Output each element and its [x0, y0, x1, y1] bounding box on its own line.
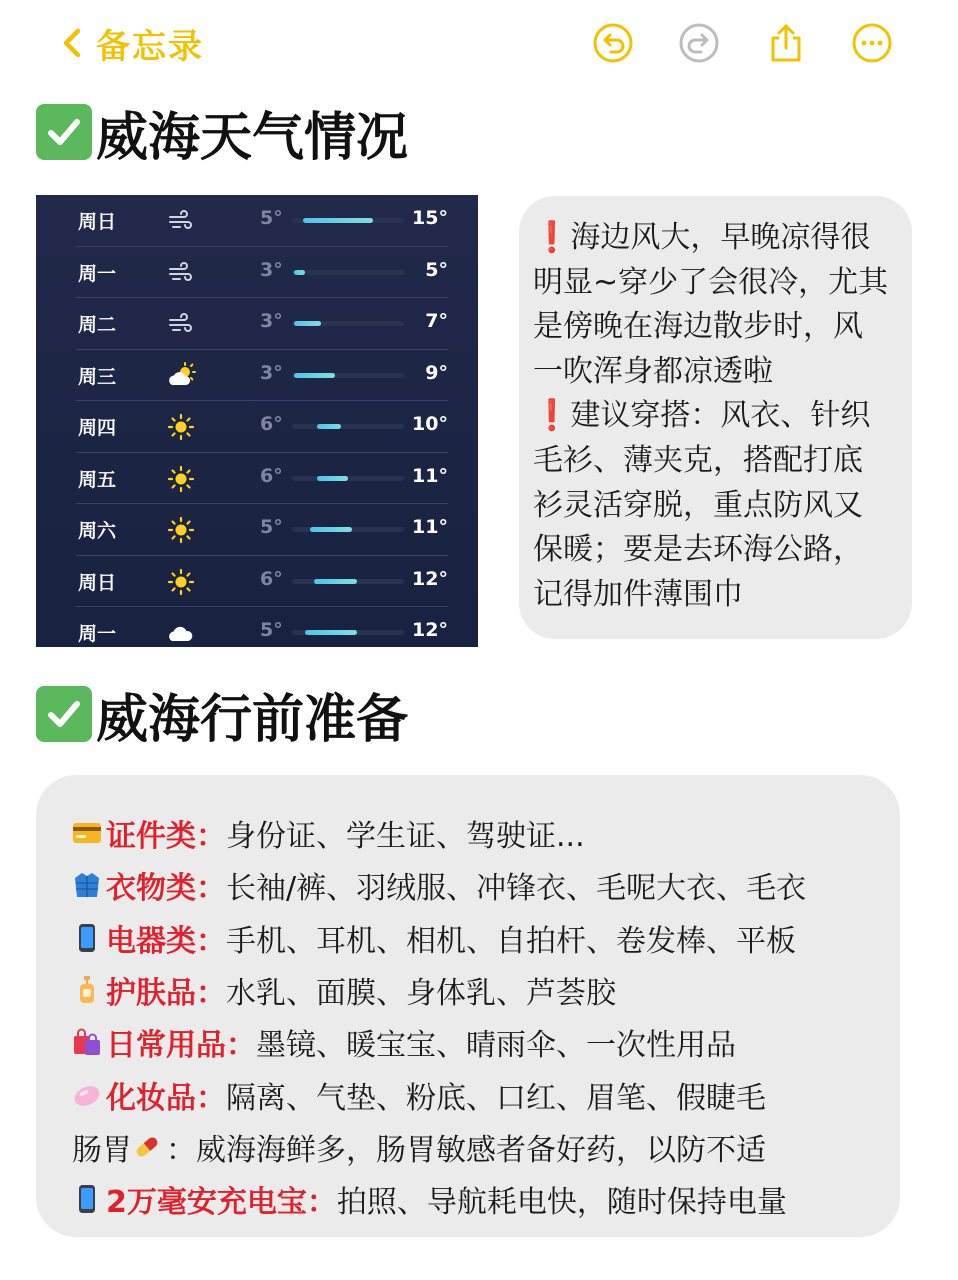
forecast-high-temp: 11° — [412, 464, 448, 487]
temperature-range-bar — [317, 424, 342, 429]
forecast-row — [36, 195, 478, 247]
forecast-row — [36, 607, 478, 647]
item-category: 2万毫安充电宝： — [106, 1185, 337, 1221]
forecast-low-temp: 6° — [260, 567, 283, 590]
sun-icon — [166, 567, 196, 597]
credit-card-icon — [72, 818, 102, 848]
tip-text: 建议穿搭：风衣、针织 — [570, 398, 871, 434]
tip-line — [533, 261, 900, 306]
exclamation-icon: ❗ — [533, 398, 571, 434]
forecast-low-temp: 3° — [260, 310, 283, 332]
wind-icon — [166, 309, 196, 339]
item-category: 证件类： — [106, 819, 226, 855]
tip-text: 毛衫、薄夹克，搭配打底 — [533, 442, 863, 478]
temperature-range-track — [292, 218, 404, 223]
temperature-range-bar — [303, 218, 372, 223]
item-contents: 手机、耳机、相机、自拍杆、卷发棒、平板 — [226, 923, 796, 959]
check-mark-icon — [36, 686, 92, 742]
weather-forecast-panel — [36, 195, 478, 647]
item-contents: 身份证、学生证、驾驶证... — [226, 819, 585, 855]
forecast-low-temp: 5° — [260, 619, 283, 641]
item-category: 护肤品： — [106, 976, 226, 1012]
phone-icon — [72, 923, 102, 953]
packing-list-item — [72, 859, 900, 911]
tip-text: 保暖；要是去环海公路， — [533, 532, 863, 568]
item-category: 电器类： — [106, 923, 226, 959]
packing-list-item — [72, 1173, 900, 1225]
temperature-range-track — [292, 476, 404, 481]
forecast-high-temp: 15° — [412, 207, 448, 229]
packing-list-card — [36, 775, 900, 1237]
tip-text: 海边风大，早晚凉得很 — [570, 220, 871, 255]
section-title: 威海天气情况 — [96, 107, 409, 168]
temperature-range-bar — [294, 270, 305, 275]
forecast-low-temp: 3° — [260, 361, 283, 384]
cloud-icon — [166, 618, 196, 647]
top-bar — [0, 0, 958, 92]
packing-list-item — [72, 964, 900, 1016]
item-category: 化妆品： — [106, 1080, 226, 1116]
forecast-day: 周二 — [78, 314, 117, 336]
pill-icon — [132, 1132, 162, 1162]
tip-text: 一吹浑身都凉透啦 — [533, 353, 773, 389]
temperature-range-bar — [317, 476, 348, 481]
tip-line — [533, 350, 900, 395]
tip-line — [533, 394, 900, 439]
tip-line — [533, 484, 900, 529]
item-category: 日常用品： — [106, 1028, 256, 1064]
forecast-day: 周一 — [78, 262, 117, 285]
temperature-range-bar — [310, 527, 353, 532]
packing-list-item — [72, 1121, 900, 1173]
section-heading-prep — [36, 682, 409, 750]
forecast-day: 周六 — [78, 520, 117, 542]
forecast-row — [36, 504, 478, 556]
wind-icon — [166, 206, 196, 236]
back-button[interactable] — [58, 20, 204, 66]
temperature-range-track — [292, 321, 404, 326]
forecast-low-temp: 6° — [260, 413, 283, 435]
forecast-high-temp: 12° — [412, 619, 448, 641]
item-contents: 长袖/裤、羽绒服、冲锋衣、毛呢大衣、毛衣 — [226, 871, 807, 907]
forecast-low-temp: 3° — [260, 258, 283, 281]
share-icon[interactable] — [765, 22, 807, 64]
check-mark-icon — [36, 104, 92, 160]
tip-text: 记得加件薄围巾 — [533, 576, 743, 612]
forecast-day: 周三 — [78, 365, 117, 388]
forecast-row — [36, 298, 478, 350]
tip-line — [533, 528, 900, 573]
tip-line — [533, 573, 900, 618]
phone-icon — [72, 1184, 102, 1214]
section-title: 威海行前准备 — [96, 689, 409, 750]
temperature-range-bar — [305, 630, 357, 635]
temperature-range-track — [292, 527, 404, 532]
shopping-bags-icon — [72, 1027, 102, 1057]
soap-icon — [72, 1080, 102, 1110]
sun-icon — [166, 464, 196, 494]
tip-text: 是傍晚在海边散步时，风 — [533, 309, 863, 345]
packing-list-item — [72, 1068, 900, 1120]
forecast-low-temp: 6° — [260, 464, 283, 487]
forecast-low-temp: 5° — [260, 516, 283, 538]
temperature-range-track — [292, 373, 404, 378]
temperature-range-bar — [294, 373, 334, 378]
section-heading-weather — [36, 100, 409, 168]
tip-text: 衫灵活穿脱，重点防风又 — [533, 487, 863, 523]
forecast-day: 周四 — [78, 417, 117, 439]
forecast-high-temp: 5° — [425, 258, 448, 281]
undo-icon[interactable] — [592, 22, 634, 64]
wind-icon — [166, 258, 196, 288]
partly-cloudy-icon — [166, 361, 196, 391]
more-icon[interactable] — [851, 22, 893, 64]
item-contents: 隔离、气垫、粉底、口红、眉笔、假睫毛 — [226, 1080, 766, 1116]
packing-list-item — [72, 1016, 900, 1068]
forecast-day: 周日 — [78, 571, 117, 594]
chevron-left-icon — [58, 23, 88, 63]
forecast-day: 周一 — [78, 623, 117, 645]
temperature-range-track — [292, 630, 404, 635]
tip-line — [533, 439, 900, 484]
forecast-high-temp: 7° — [425, 310, 448, 332]
lotion-bottle-icon — [72, 975, 102, 1005]
coat-icon — [72, 870, 102, 900]
sun-icon — [166, 412, 196, 442]
back-label: 备忘录 — [96, 26, 204, 67]
item-contents: 墨镜、暖宝宝、晴雨伞、一次性用品 — [256, 1028, 736, 1064]
temperature-range-track — [292, 579, 404, 584]
forecast-low-temp: 5° — [260, 207, 283, 229]
forecast-row — [36, 453, 478, 505]
forecast-row — [36, 247, 478, 299]
forecast-row — [36, 556, 478, 608]
forecast-high-temp: 12° — [412, 567, 448, 590]
redo-icon[interactable] — [678, 22, 720, 64]
tip-text: 明显~穿少了会很冷，尤其 — [533, 264, 889, 300]
tip-line — [533, 305, 900, 350]
item-contents: 拍照、导航耗电快，随时保持电量 — [336, 1185, 787, 1221]
forecast-high-temp: 11° — [412, 516, 448, 538]
temperature-range-bar — [294, 321, 321, 326]
packing-list-item — [72, 912, 900, 964]
item-category-text: 肠胃 — [72, 1132, 132, 1168]
item-category: 衣物类： — [106, 871, 226, 907]
forecast-row — [36, 350, 478, 402]
tip-line — [533, 216, 900, 261]
sun-icon — [166, 515, 196, 545]
exclamation-icon: ❗ — [533, 220, 571, 255]
temperature-range-track — [292, 424, 404, 429]
weather-tips-card — [519, 196, 912, 639]
item-contents: 水乳、面膜、身体乳、芦荟胶 — [226, 976, 616, 1012]
item-contents: ：威海海鲜多，肠胃敏感者备好药，以防不适 — [166, 1132, 766, 1168]
packing-list-item — [72, 807, 900, 859]
forecast-row — [36, 401, 478, 453]
forecast-high-temp: 10° — [412, 413, 448, 435]
temperature-range-track — [292, 270, 404, 275]
forecast-high-temp: 9° — [425, 361, 448, 384]
forecast-day: 周日 — [78, 211, 117, 233]
temperature-range-bar — [314, 579, 357, 584]
forecast-day: 周五 — [78, 468, 117, 491]
